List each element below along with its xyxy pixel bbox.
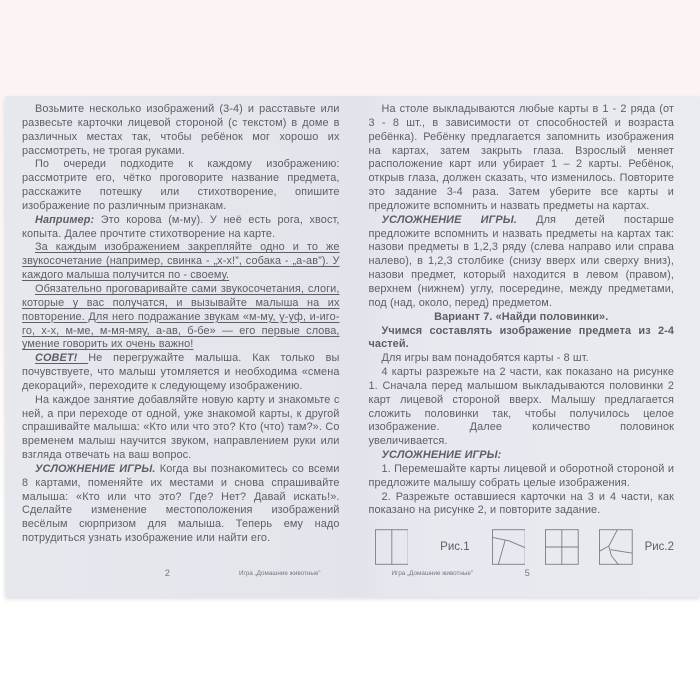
text-segment: Когда вы познакомитесь со всеми 8 картами, поменяйте их местами и снова спрашивайте малыша: «Кто или что это? Где? Нет? Давай искать!». Сделайте изменение местоположения изображений весёлым сюрпризом для малыша. Теперь ему надо потрудиться узнать изображение или найти его. xyxy=(22,462,340,545)
paragraph xyxy=(369,352,675,366)
text-segment: Возьмите несколько изображений (3-4) и расставьте или развесьте карточки лицевой стороной (с текстом) в доме в различных местах так, чтобы ребёнок мог хорошо их рассмотреть, не трогая руками. xyxy=(22,103,340,157)
paragraph xyxy=(369,463,675,491)
text-segment: За каждым изображением закрепляйте одно и то же звукосочетание (например, свинка - „х-х!”, собака - „а-ав”). У каждого малыша получится по - своему. xyxy=(22,241,340,282)
paragraph xyxy=(369,311,675,325)
page-number: 2 xyxy=(164,568,170,578)
paragraph xyxy=(22,158,340,213)
text-segment: 4 карты разрежьте на 2 части, как показано на рисунке 1. Сначала перед малышом выкладываются половинки 2 карт лицевой стороной вверх. Малышу предлагается сложить половинки так, чтобы получилось целое изображение. Далее количество половинок увеличивается. xyxy=(368,366,674,448)
figure-card-two-halves xyxy=(375,527,409,567)
text-segment: УСЛОЖНЕНИЕ ИГРЫ: xyxy=(381,449,502,462)
book-title: Игра „Домашние животные” xyxy=(391,569,473,577)
paragraph xyxy=(369,325,675,353)
text-segment: Учимся составлять изображение предмета из 2-4 частей. xyxy=(368,324,674,351)
page-right xyxy=(353,96,700,597)
booklet-spread xyxy=(5,96,700,597)
text-segment: УСЛОЖНЕНИЕ ИГРЫ. xyxy=(35,462,156,475)
paragraph xyxy=(369,449,675,463)
figure-label-1: Рис.1 xyxy=(440,541,470,554)
paragraph xyxy=(22,241,340,283)
text-segment: Для игры вам понадобятся карты - 8 шт. xyxy=(381,352,589,365)
paragraph xyxy=(369,491,675,519)
figure-card-four-quadrants xyxy=(545,527,579,567)
text-segment: Это корова (м-му). У неё есть рога, хвост, копыта. Далее прочтите стихотворение на карте. xyxy=(22,213,340,240)
paragraph xyxy=(22,283,340,352)
text-segment: 1. Перемешайте карты лицевой и оборотной стороной и предложите малышу собрать целые изображения. xyxy=(368,462,674,489)
text-segment: 2. Разрежьте оставшиеся карточки на 3 и 4 части, как показано на рисунке 2, и повторите задание. xyxy=(368,490,674,517)
book-title: Игра „Домашние животные” xyxy=(239,569,321,577)
text-segment: СОВЕТ! xyxy=(35,352,89,365)
page-left xyxy=(5,96,353,597)
paragraph xyxy=(369,366,675,449)
paragraph xyxy=(22,103,340,158)
page-right-text xyxy=(369,103,675,518)
page-number: 5 xyxy=(524,568,530,578)
page-left-text xyxy=(22,103,340,546)
figure-card-three-parts xyxy=(492,527,526,567)
page-right-footer xyxy=(370,567,681,579)
figure-card-four-irregular xyxy=(599,527,633,567)
paragraph xyxy=(369,214,675,311)
text-segment: Не перегружайте малыша. Как только вы почувствуете, что малыш утомляется и необходима «смена декораций», переходите к следующему изображению. xyxy=(22,352,340,392)
figure-row xyxy=(369,527,675,567)
paragraph xyxy=(22,352,340,394)
text-segment: Обязательно проговаривайте сами звукосочетания, слоги, которые у вас получатся, и вызывайте малыша на их повторение. Для него подражание звукам «м-му, у-уф, и-иго-го, х-х, м-ме, м-мя-мяу, а-ав, б-бе» — его первые слова, умение говорить их очень важно! xyxy=(22,282,340,351)
paragraph xyxy=(369,103,675,214)
text-segment: По очереди подходите к каждому изображению: рассмотрите его, чётко проговорите название предмета, расскажите потешку или стихотворение, опишите изображение по различным признакам. xyxy=(22,158,340,212)
figure-label-2: Рис.2 xyxy=(644,541,674,554)
paragraph xyxy=(22,214,340,242)
text-segment: УСЛОЖНЕНИЕ ИГРЫ. xyxy=(381,213,517,226)
paragraph xyxy=(22,463,340,546)
paragraph xyxy=(22,394,340,463)
text-segment: Вариант 7. «Найди половинки». xyxy=(434,310,609,323)
text-segment: Например: xyxy=(35,213,95,226)
text-segment: Для детей постарше предложите вспомнить и назвать предметы на картах так: назови предметы в 1,2,3 ряду (слева направо или справа налево), в 1,2,3 столбике (снизу вверх или сверху вниз), назови предмет, который находится в левом (правом), верхнем (нижнем) углу, посередине, между предметами, под (над, около, перед) предметом. xyxy=(368,213,674,309)
text-segment: На столе выкладываются любые карты в 1 - 2 ряда (от 3 - 8 шт., в зависимости от способностей и возраста ребёнка). Ребёнку предлагается запомнить изображения на картах, затем закрыть глаза. Взрослый меняет расположение карт или убирает 1 – 2 карты. Ребёнок, открыв глаза, должен сказать, что изменилось. Повторите это задание 3-4 раза. Затем уберите все карты и предложите вспомнить и назвать предметы на картах. xyxy=(368,103,674,212)
page-left-footer xyxy=(22,567,333,579)
text-segment: На каждое занятие добавляйте новую карту и знакомьте с ней, а при переходе от одной, уже знакомой карты, к другой спрашивайте малыша: «Кто или что это? Кто (что) там?». Со временем малыш научится звуком, направлением руки или взгляда отвечать на ваш вопрос. xyxy=(22,393,340,462)
